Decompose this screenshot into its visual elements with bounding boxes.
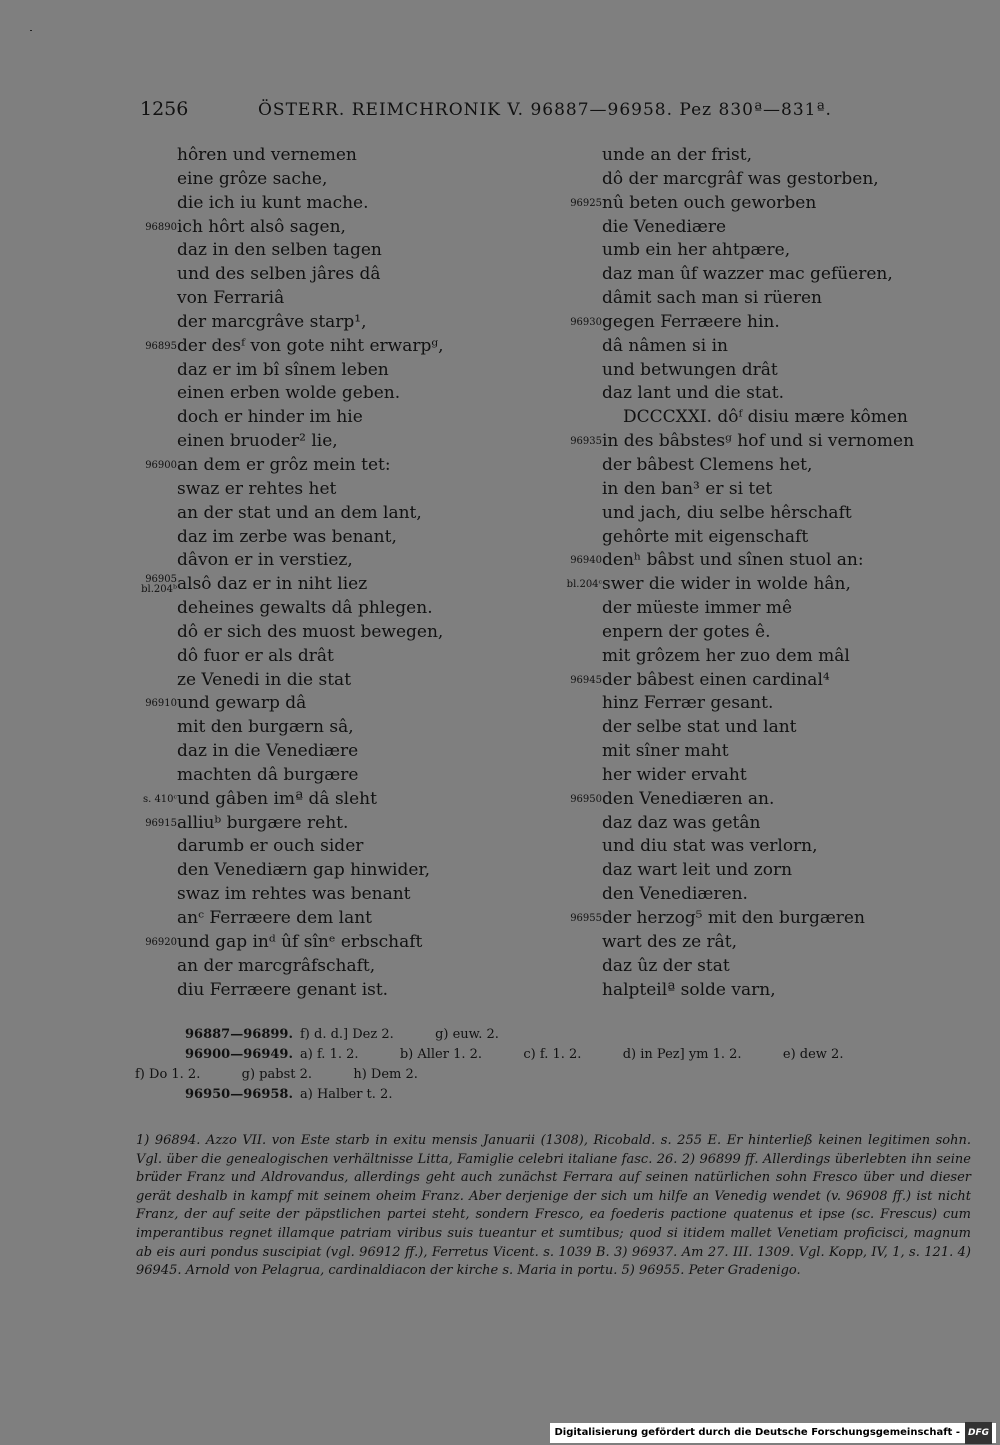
verse-text: der bâbest Clemens het, — [602, 454, 813, 475]
verse-text: einen erben wolde geben. — [177, 383, 401, 404]
verse-text: und gewarp dâ — [177, 693, 307, 714]
verse-text: umb ein her ahtpære, — [602, 240, 791, 261]
verse-text: dô fuor er als drât — [177, 645, 334, 666]
verse-line — [135, 621, 565, 645]
apparatus-variants: f) Do 1. 2. g) pabst 2. h) Dem 2. — [135, 1067, 418, 1082]
verse-text: daz in den selben tagen — [177, 240, 382, 261]
verse-line — [135, 478, 565, 502]
verse-line — [560, 502, 980, 526]
verse-line — [560, 692, 980, 716]
verse-text: an dem er grôz mein tet: — [177, 454, 391, 475]
apparatus-variants: f) d. d.] Dez 2. g) euw. 2. — [300, 1027, 499, 1042]
apparatus-range: 96887—96899. — [185, 1027, 293, 1042]
verse-text: der marcgrâve starp¹, — [177, 311, 367, 332]
verse-line — [560, 359, 980, 383]
verse-line — [560, 454, 980, 478]
apparatus-line — [135, 1065, 975, 1085]
footnotes — [136, 1132, 971, 1281]
verse-text: daz im zerbe was benant, — [177, 526, 397, 547]
verse-line — [135, 883, 565, 907]
verse-text: diu Ferræere genant ist. — [177, 979, 389, 1000]
line-number: 96920 — [145, 936, 177, 948]
verse-text: ich hôrt alsô sagen, — [177, 216, 346, 237]
verse-line — [560, 955, 980, 979]
verse-line — [135, 216, 565, 240]
verse-text: doch er hinder im hie — [177, 407, 363, 428]
verse-text: unde an der frist, — [602, 145, 753, 165]
verse-line — [560, 192, 980, 216]
verse-text: an der stat und an dem lant, — [177, 502, 422, 523]
apparatus-variants: a) f. 1. 2. b) Aller 1. 2. c) f. 1. 2. d) in Pez] ym 1. 2. e) dew 2. — [300, 1047, 844, 1062]
verse-text: daz daz was getân — [602, 812, 761, 833]
verse-line — [560, 716, 980, 740]
verse-text: hôren und vernemen — [177, 145, 357, 165]
verse-line — [135, 835, 565, 859]
verse-line — [135, 526, 565, 550]
line-number: 96895 — [145, 340, 177, 352]
line-number: s. 410ᶜ — [142, 793, 177, 805]
verse-text: dâmit sach man si rüeren — [602, 288, 822, 309]
verse-line — [560, 168, 980, 192]
verse-text: DCCCXXI. dôᶠ disiu mære kômen — [623, 407, 908, 428]
line-number: 96955 — [570, 913, 602, 924]
verse-text: die ich iu kunt mache. — [177, 192, 369, 213]
verse-line — [560, 406, 980, 430]
verse-text: und gâben imª dâ sleht — [177, 788, 377, 809]
credit-text: Digitalisierung gefördert durch die Deutsche Forschungsgemeinschaft - — [554, 1427, 960, 1438]
verse-line — [135, 454, 565, 478]
verse-line — [560, 764, 980, 788]
line-number: 96905 bl.204ᵇ — [141, 574, 177, 596]
verse-text: den Venediæren an. — [602, 788, 775, 809]
verse-text: gegen Ferræere hin. — [602, 311, 780, 332]
verse-text: und betwungen drât — [602, 359, 778, 380]
verse-text: und des selben jâres dâ — [177, 264, 381, 285]
verse-line — [135, 549, 565, 573]
verse-line — [135, 287, 565, 311]
line-number: 96900 — [145, 459, 177, 471]
verse-line — [560, 549, 980, 573]
verse-line — [560, 263, 980, 287]
verse-line — [560, 931, 980, 955]
verse-text: dô der marcgrâf was gestorben, — [602, 168, 879, 189]
verse-text: den Venediæren. — [602, 884, 748, 905]
line-number: 96950 — [570, 793, 602, 805]
verse-line — [560, 311, 980, 335]
verse-text: der müeste immer mê — [602, 598, 793, 619]
verse-line — [560, 669, 980, 693]
verse-text: nû beten ouch geworben — [602, 192, 817, 213]
running-title: ÖSTERR. REIMCHRONIK V. 96887—96958. Pez 830ª—831ª. — [258, 100, 832, 120]
verse-line — [135, 502, 565, 526]
verse-line — [135, 812, 565, 836]
verse-line — [560, 478, 980, 502]
verse-line — [135, 573, 565, 597]
verse-line — [560, 859, 980, 883]
verse-line — [135, 979, 565, 1003]
page-number: 1256 — [140, 98, 189, 120]
verse-line — [560, 216, 980, 240]
verse-text: eine grôze sache, — [177, 168, 328, 189]
verse-text: der herzog⁵ mit den burgæren — [602, 908, 865, 928]
verse-line — [135, 955, 565, 979]
apparatus-line — [135, 1085, 975, 1105]
verse-text: hinz Ferrær gesant. — [602, 693, 774, 714]
verse-line — [560, 883, 980, 907]
verse-line — [560, 239, 980, 263]
verse-line — [560, 788, 980, 812]
verse-text: in des bâbstesᵍ hof und si vernomen — [602, 431, 915, 452]
verse-line — [135, 406, 565, 430]
verse-line — [560, 645, 980, 669]
verse-text: in den ban³ er si tet — [602, 478, 773, 499]
verse-line — [135, 764, 565, 788]
apparatus-range: 96950—96958. — [185, 1087, 293, 1102]
verse-line — [135, 645, 565, 669]
line-number: 96890 — [145, 221, 177, 233]
verse-line — [135, 144, 565, 168]
verse-column-right — [560, 144, 980, 1002]
verse-text: halpteilª solde varn, — [602, 979, 776, 1000]
verse-text: machten dâ burgære — [177, 764, 359, 785]
verse-text: gehôrte mit eigenschaft — [602, 526, 809, 547]
verse-text: denʰ bâbst und sînen stuol an: — [602, 550, 864, 571]
verse-line — [560, 740, 980, 764]
verse-text: daz man ûf wazzer mac gefüeren, — [602, 264, 893, 285]
verse-text: her wider ervaht — [602, 764, 747, 785]
verse-line — [560, 382, 980, 406]
verse-line — [560, 907, 980, 931]
verse-text: daz lant und die stat. — [602, 383, 785, 404]
verse-text: ze Venedi in die stat — [177, 669, 352, 690]
verse-line — [560, 979, 980, 1003]
verse-text: swaz er rehtes het — [177, 478, 337, 499]
dfg-logo: DFG — [965, 1422, 992, 1444]
verse-text: dô er sich des muost bewegen, — [177, 621, 444, 642]
verse-line — [135, 359, 565, 383]
verse-line — [135, 716, 565, 740]
verse-text: alliuᵇ burgære reht. — [177, 812, 349, 833]
verse-text: und jach, diu selbe hêrschaft — [602, 502, 852, 523]
verse-line — [135, 430, 565, 454]
verse-text: darumb er ouch sider — [177, 836, 364, 857]
line-number: 96915 — [145, 817, 177, 829]
verse-line — [135, 788, 565, 812]
verse-text: der desᶠ von gote niht erwarpᵍ, — [177, 335, 444, 356]
verse-text: einen bruoder² lie, — [177, 431, 338, 452]
verse-line — [135, 192, 565, 216]
verse-line — [135, 669, 565, 693]
line-number: bl.204ᶜ — [566, 579, 602, 591]
critical-apparatus — [135, 1025, 975, 1105]
verse-line — [560, 573, 980, 597]
verse-text: die Venediære — [602, 216, 727, 237]
verse-text: und diu stat was verlorn, — [602, 836, 818, 857]
line-number: 96925 — [570, 197, 602, 209]
verse-text: daz ûz der stat — [602, 955, 730, 976]
verse-line — [560, 597, 980, 621]
verse-line — [560, 287, 980, 311]
verse-line — [560, 835, 980, 859]
apparatus-variants: a) Halber t. 2. — [300, 1087, 393, 1102]
verse-line — [135, 168, 565, 192]
verse-text: mit grôzem her zuo dem mâl — [602, 645, 850, 666]
apparatus-line — [135, 1025, 975, 1045]
verse-line — [135, 239, 565, 263]
verse-text: mit den burgærn sâ, — [177, 717, 354, 738]
verse-text: an der marcgrâfschaft, — [177, 955, 376, 976]
verse-text: daz er im bî sînem leben — [177, 359, 389, 380]
line-number: 96945 — [570, 674, 602, 686]
digitization-credit — [550, 1423, 996, 1443]
verse-line — [560, 144, 980, 168]
verse-line — [560, 812, 980, 836]
verse-line — [135, 263, 565, 287]
verse-line — [560, 335, 980, 359]
verse-line — [135, 907, 565, 931]
verse-text: mit sîner maht — [602, 741, 729, 762]
verse-line — [135, 597, 565, 621]
verse-column-left — [135, 144, 565, 1002]
verse-text: dâvon er in verstiez, — [177, 550, 353, 571]
verse-text: von Ferrariâ — [177, 288, 285, 309]
verse-line — [135, 740, 565, 764]
verse-text: daz wart leit und zorn — [602, 860, 793, 881]
verse-text: der selbe stat und lant — [602, 717, 797, 738]
line-number: 96940 — [570, 555, 602, 567]
verse-line — [560, 621, 980, 645]
verse-text: anᶜ Ferræere dem lant — [177, 908, 373, 928]
verse-line — [135, 335, 565, 359]
verse-text: alsô daz er in niht liez — [177, 574, 368, 595]
verse-text: dâ nâmen si in — [602, 335, 728, 356]
verse-line — [135, 311, 565, 335]
verse-line — [135, 859, 565, 883]
verse-line — [135, 382, 565, 406]
line-number: 96910 — [145, 698, 177, 710]
verse-text: swaz im rehtes was benant — [177, 884, 411, 905]
verse-line — [135, 931, 565, 955]
apparatus-line — [135, 1045, 975, 1065]
scan-artifact-mark — [30, 30, 32, 31]
verse-text: deheines gewalts dâ phlegen. — [177, 598, 433, 619]
verse-line — [560, 430, 980, 454]
verse-line — [135, 692, 565, 716]
verse-text: und gap inᵈ ûf sînᵉ erbschaft — [177, 931, 423, 952]
line-number: 96930 — [570, 316, 602, 328]
footnote-text: 1) 96894. Azzo VII. von Este starb in exitu mensis Januarii (1308), Ricobald. s. 255 E. Er hinterließ keinen legitimen sohn. Vgl. über die genealogischen verhältnisse Litta, Famiglie celebri italiane fasc. 26. 2) 96899 ff. Allerdings überlebten ihn seine brüder Franz und Aldrovandus, allerdings geht auch zunächst Ferrara auf seinen natürlichen sohn Fresco über und dieser gerät deshalb in kampf mit seinem oheim Franz. Aber derjenige der sich um hilfe an Venedig wendet (v. 96908 ff.) ist nicht Franz, der auf seite der päpstlichen partei steht, sondern Fresco, ea foederis pactione quatenus et ipse (sc. Frescus) cum imperantibus regnet illamque patriam viribus suis tueantur et sumtibus; quod si itidem mallet Venetiam proficisci, magnum ab eis auri pondus suscipiat (vgl. 96912 ff.), Ferretus Vicent. s. 1039 B. 3) 96937. Am 27. III. 1309. Vgl. Kopp, IV, 1, s. 121. 4) 96945. Arnold von Pelagrua, cardinaldiacon der kirche s. Maria in portu. 5) 96955. Peter Gradenigo. — [136, 1133, 971, 1279]
verse-text: den Venediærn gap hinwider, — [177, 860, 431, 881]
verse-text: der bâbest einen cardinal⁴ — [602, 669, 830, 690]
verse-text: wart des ze rât, — [602, 931, 738, 952]
verse-text: daz in die Venediære — [177, 741, 359, 762]
verse-text: swer die wider in wolde hân, — [602, 574, 851, 595]
verse-text: enpern der gotes ê. — [602, 621, 771, 642]
apparatus-range: 96900—96949. — [185, 1047, 293, 1062]
verse-line — [560, 526, 980, 550]
line-number: 96935 — [570, 436, 602, 448]
leaf-reference: bl.204ᵇ — [141, 584, 177, 596]
